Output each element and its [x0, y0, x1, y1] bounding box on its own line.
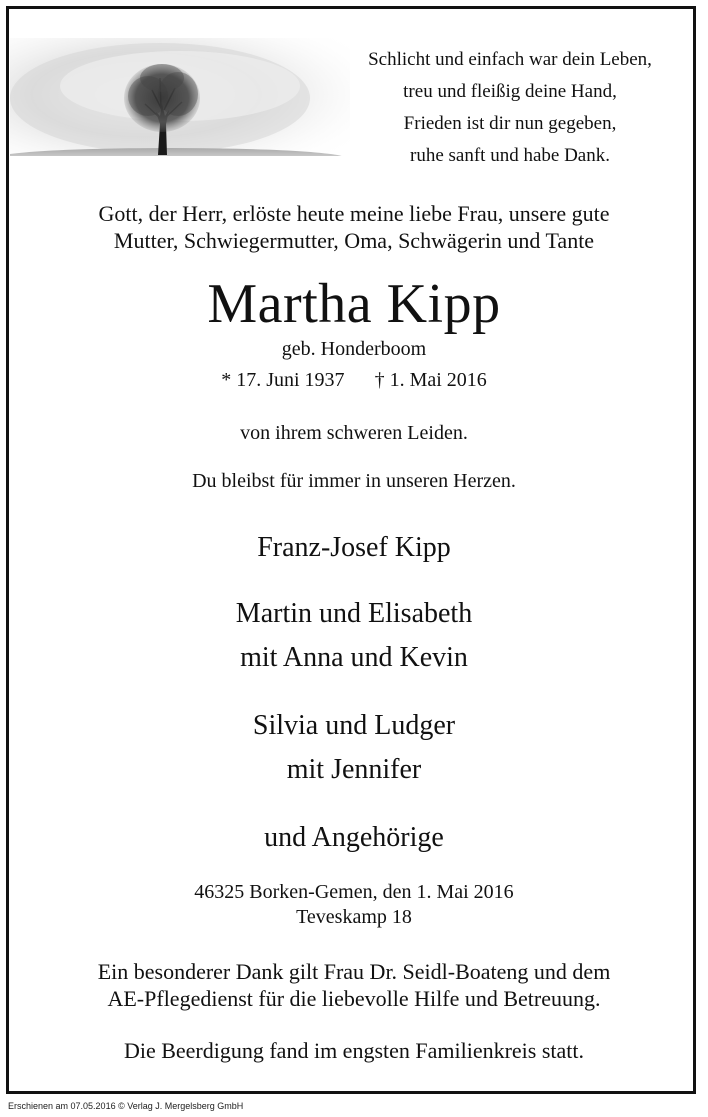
maiden-name: geb. Honderboom: [281, 338, 427, 360]
mourner-line: Martin und Elisabeth: [235, 598, 473, 629]
place-date: 46325 Borken-Gemen, den 1. Mai 2016: [194, 881, 514, 903]
thanks-line: AE-Pflegedienst für die liebevolle Hilfe und Betreuung.: [107, 986, 601, 1011]
funeral-text: Die Beerdigung fand im engsten Familienkreis statt.: [123, 1038, 585, 1063]
mourner-line: Silvia und Ludger: [252, 710, 456, 741]
mourner-family-2: [0, 704, 708, 792]
poem-line: ruhe sanft und habe Dank.: [410, 145, 610, 166]
intro-line: Gott, der Herr, erlöste heute meine liebe Frau, unsere gute: [98, 201, 610, 226]
mourner-relatives: und Angehörige: [264, 822, 444, 853]
poem-line: Frieden ist dir nun gegeben,: [403, 113, 617, 134]
life-dates: [0, 367, 708, 393]
mourner-family-1: [0, 592, 708, 680]
mourner-line: mit Jennifer: [286, 754, 422, 785]
poem: [320, 44, 700, 172]
thanks-text: [0, 958, 708, 1012]
publication-footer: Erschienen am 07.05.2016 © Verlag J. Mergelsberg GmbH: [8, 1101, 244, 1111]
address: [0, 880, 708, 930]
death-date: † 1. Mai 2016: [374, 369, 487, 391]
poem-line: treu und fleißig deine Hand,: [403, 81, 617, 102]
suffering-text: von ihrem schweren Leiden.: [240, 422, 468, 444]
deceased-name: Martha Kipp: [207, 273, 501, 335]
poem-line: Schlicht und einfach war dein Leben,: [368, 49, 652, 70]
thanks-line: Ein besonderer Dank gilt Frau Dr. Seidl-Boateng und dem: [97, 959, 611, 984]
mourner-spouse: Franz-Josef Kipp: [257, 532, 451, 563]
intro-line: Mutter, Schwiegermutter, Oma, Schwägerin und Tante: [113, 228, 595, 253]
intro-text: [0, 200, 708, 254]
mourner-line: mit Anna und Kevin: [240, 642, 468, 673]
tree-image: [10, 38, 350, 164]
birth-date: * 17. Juni 1937: [221, 369, 345, 391]
heart-text: Du bleibst für immer in unseren Herzen.: [192, 470, 516, 492]
street: Teveskamp 18: [296, 906, 412, 928]
tree-icon: [10, 38, 350, 164]
